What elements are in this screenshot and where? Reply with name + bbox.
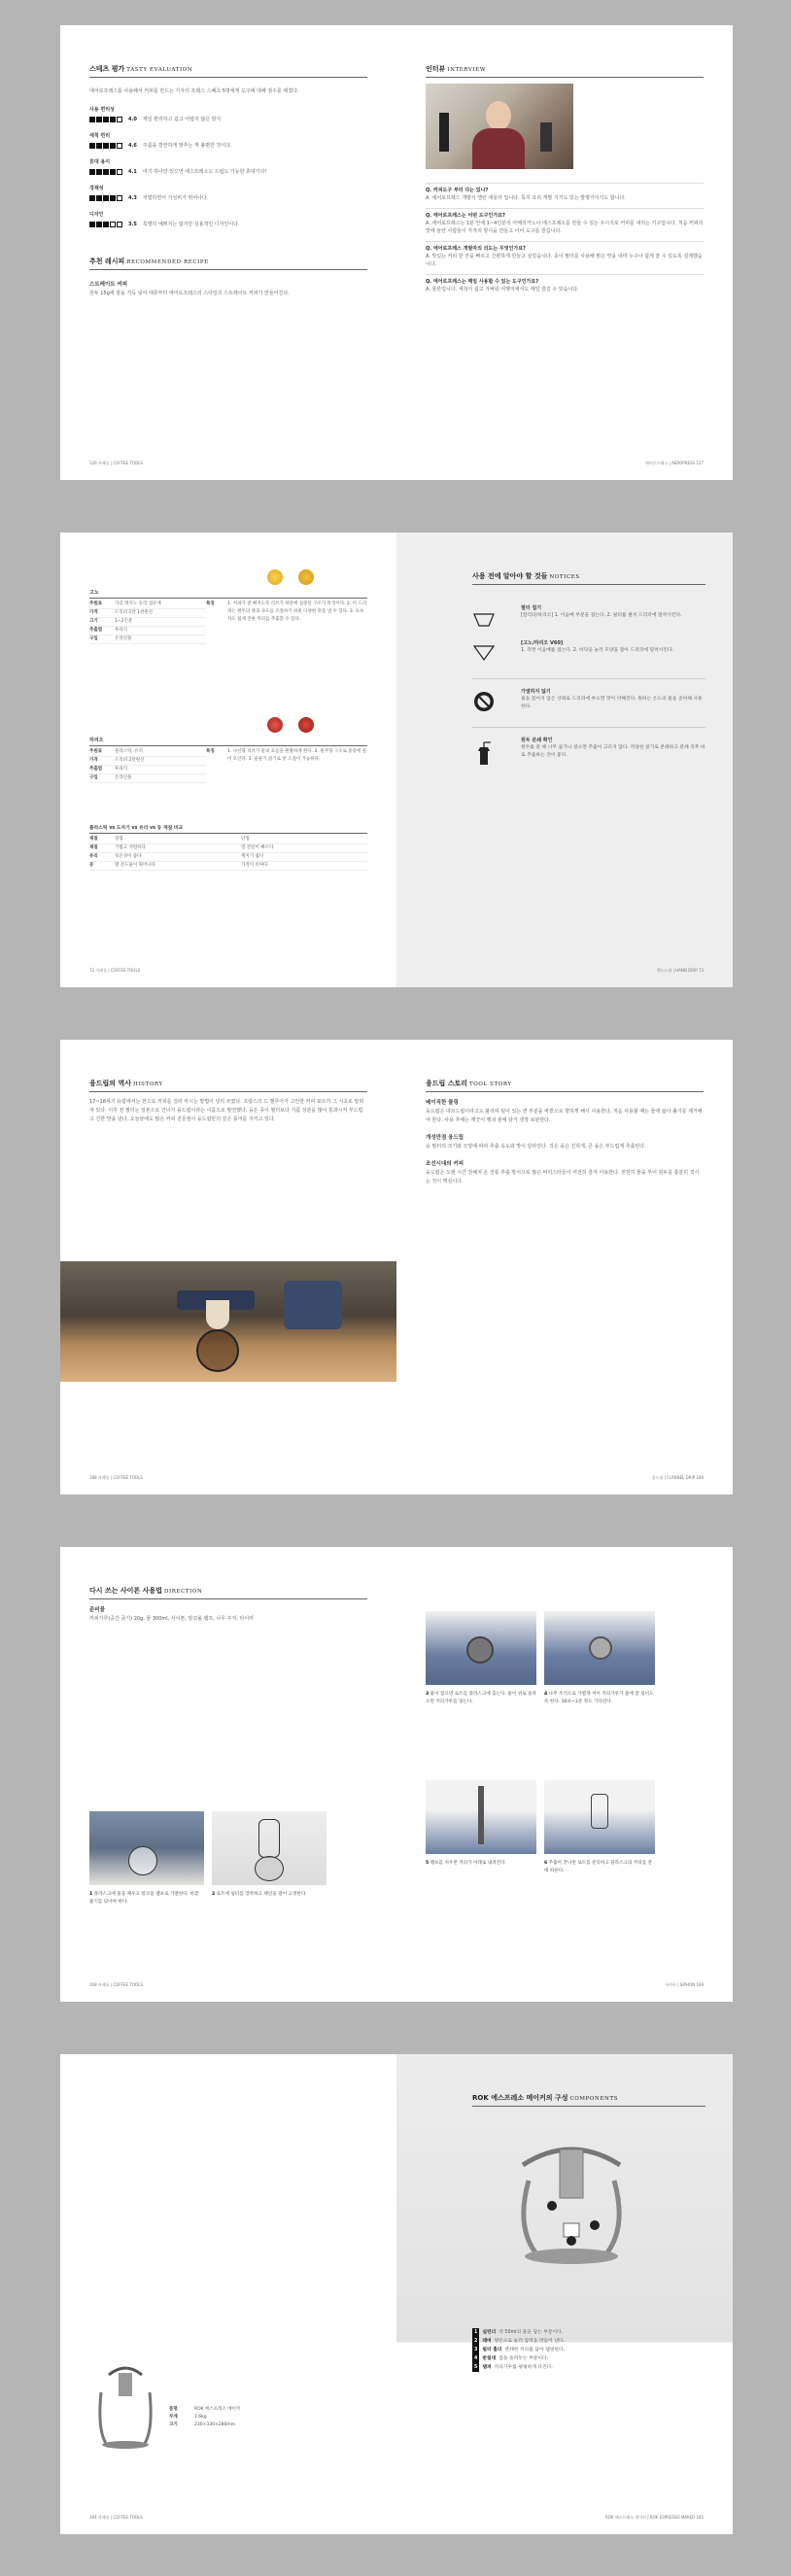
story-list bbox=[426, 1098, 704, 1194]
rating-square bbox=[117, 143, 122, 149]
spread-siphon bbox=[60, 1547, 733, 2002]
rating-square bbox=[110, 169, 116, 175]
rating-score: 4.1 bbox=[128, 168, 137, 175]
rating-square bbox=[117, 117, 122, 122]
story-text: 융드립은 오랜 시간 전해져 온 전통 추출 방식으로 많은 바리스타들이 여전히 즐겨 사용한다. 천천히 물을 부어 원두를 충분히 적시는 것이 핵심이다. bbox=[426, 1170, 700, 1185]
step-6-caption: 6 추출이 끝나면 로트를 분리하고 플라스크의 커피를 잔에 따른다. bbox=[544, 1861, 653, 1873]
rating-note: 여기 하나만 있으면 에스프레소도 드립도 가능한 휴대기다! bbox=[142, 169, 267, 175]
question: Q. 커피도구 부터 다는 있나? bbox=[426, 188, 489, 193]
rating-square bbox=[117, 169, 122, 175]
history-text: 17~18세기 유럽에서는 천으로 커피를 걸러 마시는 방법이 널리 쓰였다. 프랑스의 드 벨루아가 고안한 커피 포트가 그 시초로 알려져 있다. 이후 천 필터는 일본으로 건너가 융드립이라는 이름으로 발전했다. 융은 종이 필터보다 기름 성분을 많이 통과시켜 부드럽고 진한 맛을 낸다. 오늘날에도 많은 커피 전문점이 융드립만의 깊은 풍미를 지키고 있다. bbox=[89, 1099, 364, 1122]
taste-name: 디자인 bbox=[89, 212, 104, 218]
left-page bbox=[60, 1040, 396, 1494]
spec-row bbox=[89, 618, 206, 627]
spread-flannel bbox=[60, 1040, 733, 1494]
rating-square bbox=[110, 222, 116, 227]
taste-list bbox=[89, 106, 367, 227]
table-cell: 가볍고 저렴하다 bbox=[115, 845, 146, 850]
rating-score: 3.5 bbox=[128, 221, 137, 227]
step-2-photo bbox=[212, 1811, 327, 1885]
step-1-caption: 1 플라스크에 물을 채우고 알코올 램프로 가열한다. 바깥 물기를 닦아야 한다. bbox=[89, 1892, 199, 1905]
table-row bbox=[89, 862, 367, 871]
divider bbox=[472, 678, 705, 679]
spec-value: 투과식 bbox=[115, 767, 128, 772]
question: Q. 에어로프레스 개발자의 의도는 무엇인가요? bbox=[426, 246, 526, 252]
taste-rating-row bbox=[89, 168, 367, 175]
table-cell: 가격이 비싸다 bbox=[241, 863, 268, 868]
spec-value: 온라인몰 bbox=[115, 636, 132, 641]
prep-text: 커피가루(중간 굵기) 20g, 물 300ml, 사이폰, 알코올 램프, 나무 주걱, 타이머 bbox=[89, 1616, 255, 1622]
footer-right: ROK 에스프레소 메이커 | ROK ESPRESSO MAKER 185 bbox=[604, 2515, 704, 2520]
section-title: 다시 쓰는 사이폰 사용법 DIRECTION bbox=[89, 1586, 367, 1599]
rating-square bbox=[89, 143, 95, 149]
rating-square bbox=[103, 169, 109, 175]
item2-desc: 1. 나선형 리브가 물의 흐름을 원활하게 한다. 2. 원추형 구조로 중앙에 물이 모인다. 3. 물줄기 굵기로 맛 조절이 가능하다. bbox=[227, 749, 367, 762]
hario-dripper-photo bbox=[267, 717, 283, 733]
recipe-name: 스트레이트 커피 bbox=[89, 282, 128, 288]
footer-left: 126 카페를 | COFFEE TOOLS bbox=[89, 461, 143, 465]
footer-left: 168 카페를 | COFFEE TOOLS bbox=[89, 1982, 143, 1987]
spec-key: 무게 bbox=[169, 2415, 178, 2420]
spec-value: 드리퍼 1만 1천원선 bbox=[115, 610, 154, 615]
story-item bbox=[426, 1159, 704, 1186]
qa-item bbox=[426, 208, 704, 235]
section-title: 스테츠 평가 TASTY EVALUATION bbox=[89, 64, 367, 78]
rating-square bbox=[103, 143, 109, 149]
footer-right: 융드립 | FLANNEL DRIP 189 bbox=[651, 1475, 704, 1480]
qa-item bbox=[426, 241, 704, 268]
spec-row bbox=[169, 2421, 363, 2429]
interview-photo bbox=[426, 84, 573, 169]
step-4-photo bbox=[544, 1611, 655, 1685]
recipe-title: 추천 레시피 RECOMMENDED RECIPE bbox=[89, 257, 367, 270]
table-cell: 유리 bbox=[89, 854, 98, 859]
rating-square bbox=[89, 117, 95, 122]
item2-label: 하리오 bbox=[89, 737, 367, 746]
spread-drippers bbox=[60, 532, 733, 987]
spec-value: ROK 에스프레소 메이커 bbox=[194, 2407, 241, 2412]
spec-key: 가격 bbox=[89, 610, 98, 615]
component-item bbox=[472, 2354, 705, 2363]
right-page bbox=[396, 2054, 733, 2534]
taste-rating-row bbox=[89, 221, 367, 227]
taste-rating-row bbox=[89, 194, 367, 201]
step-3-caption: 3 물이 끓으면 로트를 플라스크에 꽂는다. 물이 위로 올라오면 커피가루를 넣는다. bbox=[426, 1692, 536, 1704]
right-page bbox=[396, 1547, 733, 2002]
step-6-photo bbox=[544, 1780, 655, 1854]
question: Q. 에어로프레스는 어떤 도구인가요? bbox=[426, 213, 505, 219]
spec-value: 플라스틱, 유리 bbox=[115, 749, 143, 754]
rating-square bbox=[103, 222, 109, 227]
step-4-caption: 4 나무 주걱으로 가볍게 저어 커피가루가 물에 잘 섞이도록 한다. 30초~1분 정도 기다린다. bbox=[544, 1692, 654, 1704]
component-item bbox=[472, 2363, 705, 2372]
qa-item bbox=[426, 274, 704, 293]
component-text: 양손으로 눌러 압력을 만들어 낸다. bbox=[494, 2339, 566, 2344]
table-row bbox=[89, 853, 367, 862]
component-text: 분쇄한 커피를 담아 탬핑한다. bbox=[504, 2348, 566, 2353]
story-title: 개성만점 융드립 bbox=[426, 1135, 464, 1141]
table-cell: 재질 bbox=[89, 845, 98, 850]
story-text: 융드립은 네르드립이라고도 불리며 털이 있는 면 부분을 바깥으로 향하게 해서 사용한다. 처음 사용할 때는 물에 삶아 풀기를 제거해야 한다. 사용 후에는 깨끗이 헹궈 물에 담가 냉장 보관한다. bbox=[426, 1109, 703, 1123]
item1-desc: 1. 커피가 잘 빠지도록 리브가 하단에 집중된 구조가 특징이다. 2. 이 드리퍼는 원두의 양과 속도를 조절하기 쉬워 다양한 맛을 낼 수 있다. 3. 초보자도 쉽게 진한 커피를 추출할 수 있다. bbox=[227, 601, 367, 622]
rating-square bbox=[110, 117, 116, 122]
story-title: 베이직한 쿨링 bbox=[426, 1100, 459, 1106]
section-title: 인터뷰 INTERVIEW bbox=[426, 64, 704, 78]
table-header-cell: 재질 bbox=[89, 837, 98, 841]
table-header-cell: 단점 bbox=[241, 837, 250, 841]
table-cell: 깨지기 쉽다 bbox=[241, 854, 264, 859]
component-name: 실린더 bbox=[482, 2330, 497, 2335]
section-title: 사용 전에 알아야 할 것들 NOTICES bbox=[472, 571, 705, 585]
spec-row bbox=[169, 2406, 363, 2414]
answer: A. 에어로프레스는 1분 안에 1~4인분의 아메리카노나 에스프레소를 만들 수 있는 우시지로 커피를 내리는 기구입니다. 처음 커피의 맛에 놀란 사람들이 각자의 방식을 만들고 이어 도구를 즐깁니다. bbox=[426, 221, 704, 234]
answer: A. 에어로프레스 개발자 앨런 애들러 입니다. 특히 요리 개발 기기도 있는 발명가이기도 합니다. bbox=[426, 195, 626, 201]
v-filter-icon bbox=[472, 641, 496, 665]
kono-dripper-photo-2 bbox=[298, 569, 314, 585]
table-header bbox=[89, 836, 367, 844]
rating-note: 제일 편리하고 쉽고 어렵지 않은 방식 bbox=[142, 117, 222, 122]
spec-row bbox=[89, 627, 206, 635]
component-text: 약 50ml의 물을 담는 부분이다. bbox=[499, 2330, 564, 2335]
component-text: 커피가루를 평평하게 다진다. bbox=[494, 2365, 553, 2370]
rating-note: 주름을 깔끔하게 맞추는 게 불편한 것이다. bbox=[142, 143, 232, 149]
spec-row bbox=[89, 609, 206, 618]
spread-taste bbox=[60, 25, 733, 480]
spread-rok bbox=[60, 2054, 733, 2534]
left-page bbox=[60, 1547, 396, 2002]
notice-3: 가열하지 않기 물을 끓이지 않은 상태로 드리퍼에 부으면 맛이 약해진다. 원하는 온도의 물을 준비해 사용한다. bbox=[521, 689, 703, 709]
step-3-photo bbox=[426, 1611, 536, 1685]
spec-value: 투과식 bbox=[115, 628, 128, 633]
table-header-cell: 장점 bbox=[115, 837, 123, 841]
spec-row bbox=[89, 601, 206, 609]
spec-row bbox=[89, 748, 206, 757]
spec-value: 드리퍼 2만원선 bbox=[115, 758, 145, 763]
answer: A. 물론입니다. 세척이 쉽고 가벼워 여행지에서도 매일 즐길 수 있습니다. bbox=[426, 287, 579, 292]
component-list bbox=[472, 2328, 705, 2372]
spec-row bbox=[89, 757, 206, 766]
component-number: 3 bbox=[474, 2348, 478, 2353]
footer-left: 184 카페를 | COFFEE TOOLS bbox=[89, 2515, 143, 2520]
step-1-photo bbox=[89, 1811, 204, 1885]
spec-key: 추출법 bbox=[89, 628, 103, 633]
rating-square bbox=[103, 195, 109, 201]
item1-desc-label: 특징 bbox=[206, 601, 215, 606]
rating-square bbox=[117, 222, 122, 227]
taste-name: 휴대 용이 bbox=[89, 159, 111, 165]
taste-item bbox=[89, 132, 367, 149]
right-page bbox=[396, 25, 733, 480]
recipe-text: 원두 15g에 물을 가득 넣어 대류부터 에어로프레스의 스타일의 스트레이트 커피가 만들어진다. bbox=[89, 291, 290, 296]
footer-right: 핸드드립 | HAND DRIP 73 bbox=[656, 968, 704, 973]
left-page bbox=[60, 2054, 396, 2534]
qa-list bbox=[426, 177, 704, 293]
taste-name: 사용 편리성 bbox=[89, 107, 115, 113]
item2-spec bbox=[89, 748, 206, 783]
footer-left: 188 카페를 | COFFEE TOOLS bbox=[89, 1475, 143, 1480]
table-row bbox=[89, 844, 367, 853]
left-page bbox=[60, 25, 396, 480]
rating-note: 저렴하면서 가성비가 뛰어나다. bbox=[142, 195, 209, 201]
rating-square bbox=[117, 195, 122, 201]
footer-right: 사이폰 | SIPHON 169 bbox=[665, 1982, 704, 1987]
story-item bbox=[426, 1133, 704, 1151]
component-name: 받침대 bbox=[482, 2356, 497, 2361]
spec-value: 가공 레지노 유리 섬유재 bbox=[115, 601, 161, 606]
rating-score: 4.3 bbox=[128, 194, 137, 201]
rating-square bbox=[96, 117, 102, 122]
answer: A. 맛있는 커피 한 잔을 빠르고 간편하게 만들고 싶었습니다. 종이 필터를 사용해 맑은 맛을 내며 누구나 쉽게 쓸 수 있도록 설계했습니다. bbox=[426, 254, 703, 267]
taste-item bbox=[89, 106, 367, 122]
spec-key: 크기 bbox=[169, 2422, 178, 2427]
right-page bbox=[396, 1040, 733, 1494]
table-cell: 열 전도율이 뛰어나다 bbox=[115, 863, 155, 868]
intro-text: 에어로프레스를 사용해서 커피를 만드는 기자의 프레스 스페츠 5명에게 도구에 대해 점수를 매겼다. bbox=[89, 88, 299, 94]
spec-key: 추출법 bbox=[89, 767, 103, 772]
step-5-caption: 5 램프를 치우면 커피가 아래로 내려간다. bbox=[426, 1861, 506, 1866]
component-item bbox=[472, 2337, 705, 2346]
item1-spec bbox=[89, 601, 206, 644]
rating-square bbox=[96, 222, 102, 227]
qa-item bbox=[426, 183, 704, 202]
spec-key: 주원료 bbox=[89, 601, 103, 606]
footer-right: 에어로프레스 | AEROPRESS 127 bbox=[645, 461, 704, 465]
taste-item bbox=[89, 211, 367, 227]
step-2-caption: 2 로트에 필터를 장착하고 체인을 걸어 고정한다. bbox=[212, 1892, 307, 1897]
taste-rating-row bbox=[89, 116, 367, 122]
taste-name: 경제성 bbox=[89, 186, 104, 191]
rating-score: 4.6 bbox=[128, 142, 137, 149]
spec-row bbox=[89, 774, 206, 783]
divider bbox=[472, 727, 705, 728]
compare-table bbox=[89, 836, 367, 871]
rating-square bbox=[96, 143, 102, 149]
table-cell: 열 전달이 빠르다 bbox=[241, 845, 274, 850]
item2-desc-label: 특징 bbox=[206, 749, 215, 754]
spec-list bbox=[169, 2406, 363, 2429]
spec-key: 구입 bbox=[89, 775, 98, 780]
taste-item bbox=[89, 185, 367, 201]
rating-square bbox=[96, 169, 102, 175]
rating-square bbox=[96, 195, 102, 201]
spec-row bbox=[89, 766, 206, 774]
footer-left: 72 카페를 | COFFEE TOOLS bbox=[89, 968, 141, 973]
component-name: 레버 bbox=[482, 2339, 492, 2344]
compare-title: 플라스틱 vs 도자기 vs 유리 vs 동 재질 비교 bbox=[89, 824, 367, 834]
component-number: 5 bbox=[474, 2365, 478, 2370]
component-item bbox=[472, 2346, 705, 2354]
component-number: 4 bbox=[474, 2356, 478, 2361]
component-number: 1 bbox=[474, 2330, 478, 2335]
spec-key: 주원료 bbox=[89, 749, 103, 754]
component-name: 필터 홀더 bbox=[482, 2348, 502, 2353]
rok-small-photo bbox=[89, 2363, 161, 2451]
table-cell: 동 bbox=[89, 863, 94, 868]
spec-value: 1.6kg bbox=[194, 2415, 207, 2420]
cone-filter-icon bbox=[472, 608, 496, 632]
spec-row bbox=[89, 635, 206, 644]
table-cell: 보온성이 좋다 bbox=[115, 854, 142, 859]
spec-key: 크기 bbox=[89, 619, 98, 624]
notice-4: 원두 분쇄 확인 원두를 갈 때 너무 곱거나 굵으면 추출이 고르지 않다. 적당한 굵기로 분쇄하고 분쇄 직후 바로 추출하는 것이 좋다. bbox=[521, 738, 705, 758]
component-number: 2 bbox=[474, 2339, 478, 2344]
section-title: 융드립의 역사 HISTORY bbox=[89, 1079, 367, 1092]
story-text: 융 필터의 크기와 모양에 따라 추출 속도와 맛이 달라진다. 작은 융은 진하게, 큰 융은 부드럽게 추출된다. bbox=[426, 1144, 646, 1150]
taste-rating-row bbox=[89, 142, 367, 149]
step-5-photo bbox=[426, 1780, 536, 1854]
story-title: 조선시대의 커피 bbox=[426, 1161, 464, 1167]
rating-square bbox=[89, 222, 95, 227]
rok-main-photo bbox=[494, 2132, 649, 2268]
kono-dripper-photo bbox=[267, 569, 283, 585]
component-item bbox=[472, 2328, 705, 2337]
notice-1: 필터 접기 [칼리타/하리오] 1. 이음매 부분을 접는다. 2. 필터를 펼쳐 드리퍼에 밀착시킨다. bbox=[521, 605, 682, 618]
section-title: 융드립 스토리 TOOL STORY bbox=[426, 1079, 704, 1092]
rating-square bbox=[103, 117, 109, 122]
story-item bbox=[426, 1098, 704, 1125]
rating-square bbox=[89, 195, 95, 201]
rating-square bbox=[110, 195, 116, 201]
left-page bbox=[60, 532, 396, 987]
component-text: 컵을 올려두는 부분이다. bbox=[499, 2356, 549, 2361]
rating-note: 특별히 예쁘지는 않지만 실용적인 디자인이다. bbox=[142, 222, 240, 227]
spec-value: 230×330×280mm bbox=[194, 2422, 236, 2427]
rating-square bbox=[89, 169, 95, 175]
section-title: ROK 에스프레소 메이커의 구성 COMPONENTS bbox=[472, 2093, 705, 2107]
spec-row bbox=[169, 2414, 363, 2421]
right-page bbox=[396, 532, 733, 987]
item1-label: 고노 bbox=[89, 589, 367, 599]
spec-value: 1~2인분 bbox=[115, 619, 133, 624]
spec-value: 온라인몰 bbox=[115, 775, 132, 780]
no-icon bbox=[472, 690, 496, 713]
spec-key: 구입 bbox=[89, 636, 98, 641]
hario-dripper-photo-2 bbox=[298, 717, 314, 733]
spec-key: 가격 bbox=[89, 758, 98, 763]
grinder-icon bbox=[472, 742, 496, 766]
spec-key: 품명 bbox=[169, 2407, 178, 2412]
component-name: 탬퍼 bbox=[482, 2365, 492, 2370]
question: Q. 에어로프레스는 매일 사용할 수 있는 도구인가요? bbox=[426, 279, 539, 285]
prep-title: 준비물 bbox=[89, 1607, 105, 1613]
notice-2: [고노/하리오 V60] 1. 측면 이음매를 접는다. 2. 바닥을 눌러 모양을 잡아 드리퍼에 밀착시킨다. bbox=[521, 640, 674, 653]
flannel-drip-photo bbox=[60, 1261, 396, 1382]
taste-item bbox=[89, 158, 367, 175]
rating-score: 4.0 bbox=[128, 116, 137, 122]
taste-name: 세척 편리 bbox=[89, 133, 111, 139]
rating-square bbox=[110, 143, 116, 149]
